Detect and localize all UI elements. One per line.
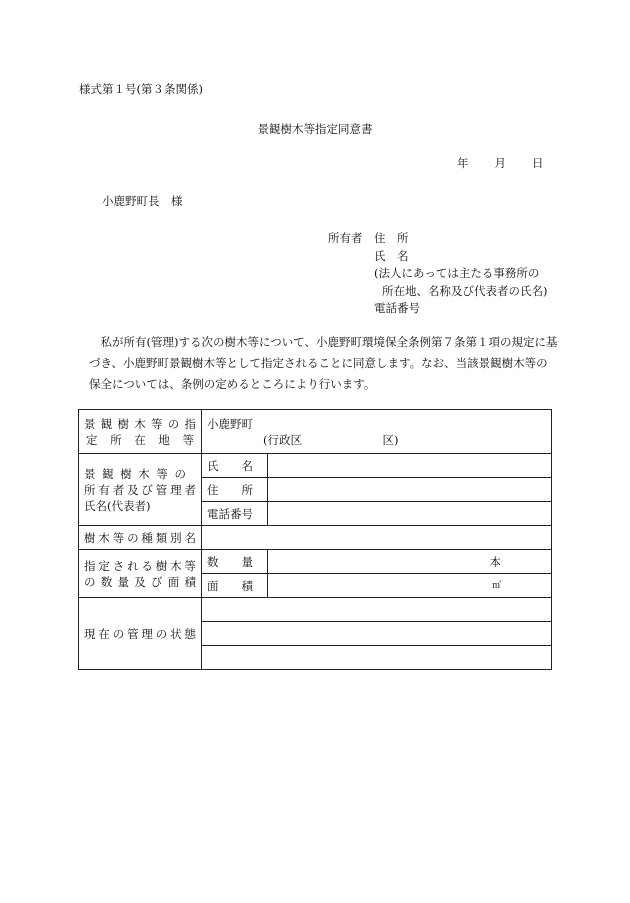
unit-count: 本 [489, 554, 501, 569]
owner-label-cell [79, 454, 202, 526]
document-title: 景観樹木等指定同意書 [257, 122, 373, 136]
sub-address-label: 住 所 [207, 482, 253, 497]
form-number: 様式第１号(第３条関係) [79, 82, 203, 96]
species-field[interactable] [202, 526, 552, 550]
sub-count-cell [202, 550, 268, 574]
sub-phone-label: 電話番号 [207, 506, 253, 521]
consent-paragraph [89, 332, 559, 395]
status-field-2[interactable] [202, 622, 552, 646]
date-year: 年 [457, 156, 469, 170]
sub-phone-cell [202, 502, 268, 526]
designation-table [78, 409, 552, 670]
table-row [79, 526, 552, 550]
owner-block [328, 230, 548, 318]
owner-address-field[interactable] [268, 478, 552, 502]
quantity-label-1: 指定される樹木等 [84, 558, 196, 573]
owner-phone-field[interactable] [268, 502, 552, 526]
sub-area-label: 面 積 [207, 578, 253, 593]
owner-name-field[interactable] [268, 454, 552, 478]
owner-name-label: 氏 名 [374, 248, 409, 263]
sub-name-cell [202, 454, 268, 478]
owner-note-line2: 所在地、名称及び代表者の氏名) [382, 283, 548, 298]
table-row [79, 598, 552, 622]
owner-label-2: 所有者及び管理者 [84, 482, 196, 497]
addressee: 小鹿野町長 様 [102, 194, 183, 208]
date-line [457, 155, 544, 171]
owner-phone-label: 電話番号 [374, 301, 420, 315]
quantity-label-2: の数量及び面積 [84, 574, 196, 589]
quantity-label-cell [79, 550, 202, 598]
location-value-1: 小鹿野町 [207, 416, 253, 431]
location-value-2: (行政区 区) [263, 432, 399, 447]
count-field[interactable] [268, 550, 552, 574]
owner-label: 所有者 [328, 231, 363, 245]
date-month: 月 [494, 156, 506, 170]
location-value-cell[interactable] [202, 410, 552, 454]
species-label: 樹木等の種類別名 [84, 530, 196, 545]
sub-area-cell [202, 574, 268, 598]
status-label: 現在の管理の状態 [84, 626, 196, 641]
unit-area: ㎡ [491, 580, 501, 591]
status-label-cell [79, 598, 202, 670]
owner-label-3: 氏名(代表者) [84, 498, 151, 513]
date-day: 日 [532, 156, 544, 170]
owner-address-label: 住 所 [374, 231, 409, 245]
sub-name-label: 氏 名 [207, 458, 253, 473]
consent-text: 私が所有(管理)する次の樹木等について、小鹿野町環境保全条例第７条第１項の規定に基づき、小鹿野町景観樹木等として指定されることに同意します。なお、当該景観樹木等の保全については、条例の定めるところにより行います。 [89, 335, 558, 391]
owner-label-1: 景観樹木等の [84, 466, 186, 481]
owner-note-line1: (法人にあっては主たる事務所の [374, 266, 540, 280]
location-label-2: 定所在地等 [86, 432, 194, 447]
status-field-1[interactable] [202, 598, 552, 622]
sub-count-label: 数 量 [207, 554, 253, 569]
area-field[interactable] [268, 574, 552, 598]
table-row [79, 454, 552, 478]
table-row [79, 550, 552, 574]
sub-address-cell [202, 478, 268, 502]
location-label-cell [79, 410, 202, 454]
status-field-3[interactable] [202, 646, 552, 670]
table-row [79, 410, 552, 454]
species-label-cell [79, 526, 202, 550]
location-label-1: 景観樹木等の指 [84, 416, 196, 431]
